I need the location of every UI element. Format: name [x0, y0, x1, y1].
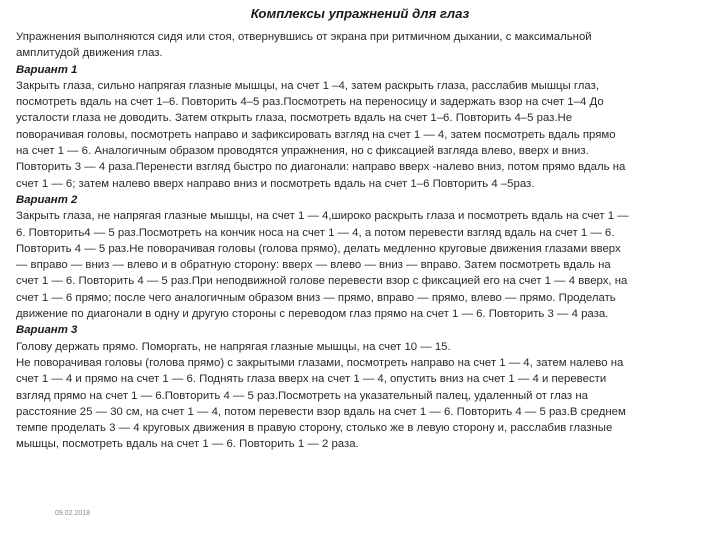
body-line: расстояние 25 — 30 см, на счет 1 — 4, потом перевести взор вдаль на счет 1 — 6. Повторить 4 — 5 раз.В среднем — [16, 405, 626, 418]
page-title: Комплексы упражнений для глаз — [250, 6, 470, 21]
footer-date: 09.02.2018 — [55, 510, 91, 517]
body-line: Не поворачивая головы (голова прямо) с закрытыми глазами, посмотреть направо на счет 1 — 4, затем налево на — [16, 356, 624, 369]
body-line: Упражнения выполняются сидя или стоя, отвернувшись от экрана при ритмичном дыхании, с максимальной — [16, 31, 592, 43]
body-line: усталости глаза не доводить. Затем открыть глаза, посмотреть вдаль на счет 1–6. Повторить 4–5 раз.Не — [16, 112, 573, 125]
section-heading: Вариант 2 — [16, 193, 78, 206]
section-heading: Вариант 3 — [16, 324, 78, 337]
body-line: Повторить 3 — 4 раза.Перенести взгляд быстро по диагонали: направо вверх -налево вниз, потом прямо вдаль на — [16, 161, 626, 174]
body-line: взгляд прямо на счет 1 — 6.Повторить 4 — 5 раз.Посмотреть на указательный палец, удаленный от глаз на — [16, 389, 588, 402]
body-line: — вправо — вниз — влево и в обратную сторону: вверх — влево — вниз — вправо. Затем посмотреть вдаль на — [16, 259, 611, 272]
body-line: амплитудой движения глаз. — [16, 47, 163, 60]
body-line: Повторить 4 — 5 раз.Не поворачивая головы (голова прямо), делать медленно круговые движения глазами вверх — [16, 242, 621, 255]
body-line: посмотреть вдаль на счет 1–6. Повторить 4–5 раз.Посмотреть на переносицу и задержать взор на счет 1–4 До — [16, 96, 604, 109]
body-line: поворачивая головы, посмотреть направо и зафиксировать взгляд на счет 1 — 4, затем посмотреть вдаль прямо — [16, 128, 616, 141]
body-line: счет 1 — 4 и прямо на счет 1 — 6. Поднять глаза вверх на счет 1 — 4, опустить вниз на счет 1 — 4 и перевести — [16, 373, 607, 386]
body-line: 6. Повторить4 — 5 раз.Посмотреть на кончик носа на счет 1 — 4, а потом перевести взгляд вдаль на счет 1 — 6. — [16, 226, 615, 239]
section-heading: Вариант 1 — [16, 63, 78, 76]
body-line: Закрыть глаза, сильно напрягая глазные мышцы, на счет 1 –4, затем раскрыть глаза, расслабив мышцы глаз, — [16, 79, 600, 92]
body-line: темпе проделать 3 — 4 круговых движения в правую сторону, столько же в левую сторону и, расслабив глазные — [16, 422, 613, 435]
body-line: счет 1 — 6; затем налево вверх направо вниз и посмотреть вдаль на счет 1–6 Повторить 4 –5раз. — [16, 177, 535, 190]
body-line: Голову держать прямо. Поморгать, не напрягая глазные мышцы, на счет 10 — 15. — [16, 340, 451, 353]
body-line: счет 1 — 6. Повторить 4 — 5 раз.При неподвижной голове перевести взор с фиксацией его на счет 1 — 4 вверх, на — [16, 275, 628, 288]
body-line: Закрыть глаза, не напрягая глазные мышцы, на счет 1 — 4,широко раскрыть глаза и посмотреть вдаль на счет 1 — — [16, 210, 629, 223]
document-body — [16, 29, 706, 453]
body-line: мышцы, посмотреть вдаль на счет 1 — 6. Повторить 1 — 2 раза. — [16, 438, 359, 451]
body-line: движение по диагонали в одну и другую стороны с переводом глаз прямо на счет 1 — 6. Повторить 3 — 4 раза. — [16, 308, 609, 321]
body-line: на счет 1 — 6. Аналогичным образом проводятся упражнения, но с фиксацией взгляда влево, вверх и вниз. — [16, 145, 589, 158]
body-line: счет 1 — 6 прямо; после чего аналогичным образом вниз — прямо, вправо — прямо, влево — прямо. Проделать — [16, 291, 616, 304]
